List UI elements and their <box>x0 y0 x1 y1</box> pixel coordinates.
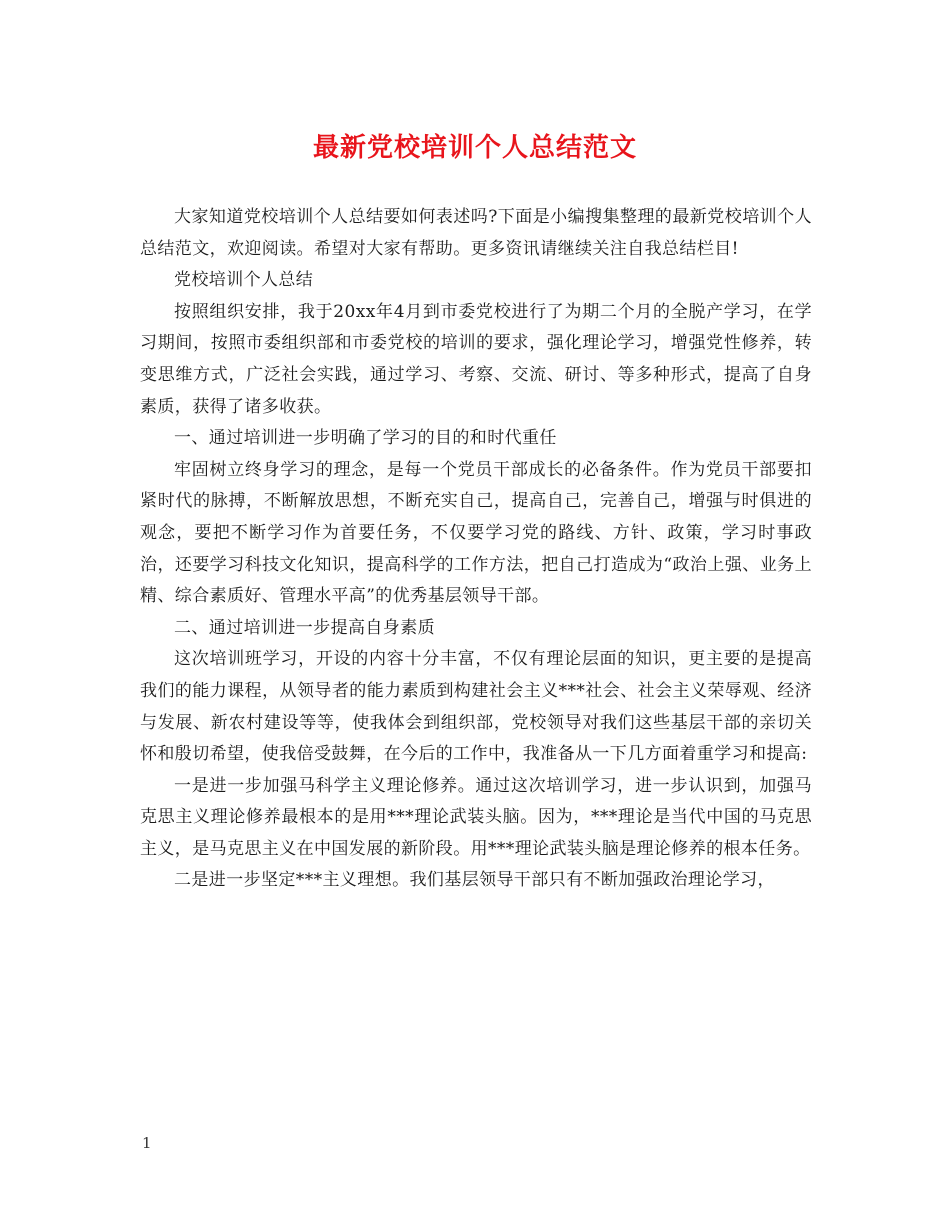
document-body <box>140 202 812 897</box>
section-heading-one: 一、通过培训进一步明确了学习的目的和时代重任 <box>174 428 557 449</box>
section-heading-summary: 党校培训个人总结 <box>174 270 314 291</box>
paragraph-training-content: 这次培训班学习，开设的内容十分丰富，不仅有理论层面的知识，更主要的是提高我们的能力课程，从领导者的能力素质到构建社会主义***社会、社会主义荣辱观、经济与发展、新农村建设等等，使我体会到组织部，党校领导对我们这些基层干部的亲切关怀和殷切希望，使我倍受鼓舞，在今后的工作中，我准备从一下几方面着重学习和提高: <box>140 649 812 765</box>
paragraph-intro: 大家知道党校培训个人总结要如何表述吗?下面是小编搜集整理的最新党校培训个人总结范文，欢迎阅读。希望对大家有帮助。更多资讯请继续关注自我总结栏目! <box>140 207 812 259</box>
section-heading-two: 二、通过培训进一步提高自身素质 <box>174 617 435 638</box>
document-title: 最新党校培训个人总结范文 <box>312 133 637 163</box>
page-number: 1 <box>142 1134 152 1152</box>
paragraph-arrangement: 按照组织安排，我于20xx年4月到市委党校进行了为期二个月的全脱产学习，在学习期间，按照市委组织部和市委党校的培训的要求，强化理论学习，增强党性修养，转变思维方式，广泛社会实践，通过学习、考察、交流、研讨、等多种形式，提高了自身素质，获得了诸多收获。 <box>140 301 812 417</box>
paragraph-point-one: 一是进一步加强马科学主义理论修养。通过这次培训学习，进一步认识到，加强马克思主义理论修养最根本的是用***理论武装头脑。因为，***理论是当代中国的马克思主义，是马克思主义在中国发展的新阶段。用***理论武装头脑是理论修养的根本任务。 <box>140 775 812 859</box>
paragraph-point-two: 二是进一步坚定***主义理想。我们基层领导干部只有不断加强政治理论学习， <box>174 870 775 891</box>
paragraph-lifelong-learning: 牢固树立终身学习的理念，是每一个党员干部成长的必备条件。作为党员干部要扣紧时代的脉搏，不断解放思想，不断充实自己，提高自己，完善自己，增强与时俱进的观念，要把不断学习作为首要任务，不仅要学习党的路线、方针、政策，学习时事政治，还要学习科技文化知识，提高科学的工作方法，把自己打造成为“政治上强、业务上精、综合素质好、管理水平高”的优秀基层领导干部。 <box>140 459 812 607</box>
